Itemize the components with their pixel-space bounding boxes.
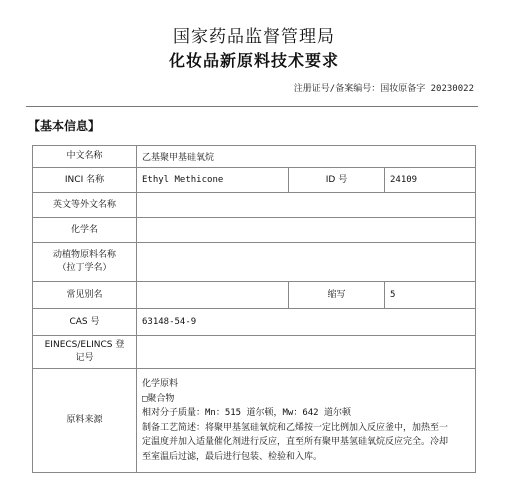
row-source xyxy=(33,369,476,473)
row-chemical-name xyxy=(33,218,476,243)
row-alias xyxy=(33,282,476,309)
source-line: 定温度并加入适量催化剂进行反应，直至所有聚甲基氢硅氧烷反应完全。冷却 xyxy=(142,437,449,447)
abbreviation-value: 5 xyxy=(385,282,476,309)
latin-name-value xyxy=(137,243,476,282)
english-name-value xyxy=(137,193,476,218)
einecs-label xyxy=(33,336,137,369)
row-cas xyxy=(33,309,476,336)
source-line: 相对分子质量：Mn：515 道尔顿，Mw：642 道尔顿 xyxy=(142,408,352,418)
section-title: 【基本信息】 xyxy=(28,119,101,133)
basic-info-table xyxy=(32,145,476,473)
cas-label: CAS 号 xyxy=(33,309,137,336)
latin-name-label xyxy=(33,243,137,282)
agency-title: 国家药品监督管理局 xyxy=(173,27,335,47)
inci-value: Ethyl Methicone xyxy=(137,168,289,193)
row-inci xyxy=(33,168,476,193)
latin-name-label-line1: 动植物原料名称 xyxy=(52,250,116,260)
source-line: 至室温后过滤，最后进行包装、检验和入库。 xyxy=(142,451,323,462)
registration-line xyxy=(294,81,474,94)
source-label: 原料来源 xyxy=(33,369,137,473)
header-divider xyxy=(26,106,478,107)
einecs-value xyxy=(137,336,476,369)
row-latin-name xyxy=(33,243,476,282)
alias-value xyxy=(137,282,289,309)
source-line: □聚合物 xyxy=(142,393,175,404)
source-line: 制备工艺简述：将聚甲基氢硅氧烷和乙烯按一定比例加入反应釜中，加热至一 xyxy=(142,422,449,433)
document-title: 化妆品新原料技术要求 xyxy=(168,51,339,70)
alias-label: 常见别名 xyxy=(33,282,137,309)
source-line: 化学原料 xyxy=(142,379,179,389)
registration-number: 国妆原备字 20230022 xyxy=(380,84,474,94)
english-name-label: 英文等外文名称 xyxy=(33,193,137,218)
chemical-name-label: 化学名 xyxy=(33,218,137,243)
chinese-name-value: 乙基聚甲基硅氧烷 xyxy=(137,146,476,168)
chinese-name-label: 中文名称 xyxy=(33,146,137,168)
source-value xyxy=(137,369,476,473)
id-label: ID 号 xyxy=(289,168,385,193)
chemical-name-value xyxy=(137,218,476,243)
row-english-name xyxy=(33,193,476,218)
cas-value: 63148-54-9 xyxy=(137,309,476,336)
einecs-label-line1: EINECS/ELINCS 登 xyxy=(44,340,125,350)
row-einecs xyxy=(33,336,476,369)
inci-label: INCI 名称 xyxy=(33,168,137,193)
einecs-label-line2: 记号 xyxy=(75,353,94,363)
id-value: 24109 xyxy=(385,168,476,193)
row-chinese-name xyxy=(33,146,476,168)
abbreviation-label: 缩写 xyxy=(289,282,385,309)
registration-label: 注册证号/备案编号： xyxy=(293,84,381,94)
latin-name-label-line2: （拉丁学名） xyxy=(57,263,112,273)
